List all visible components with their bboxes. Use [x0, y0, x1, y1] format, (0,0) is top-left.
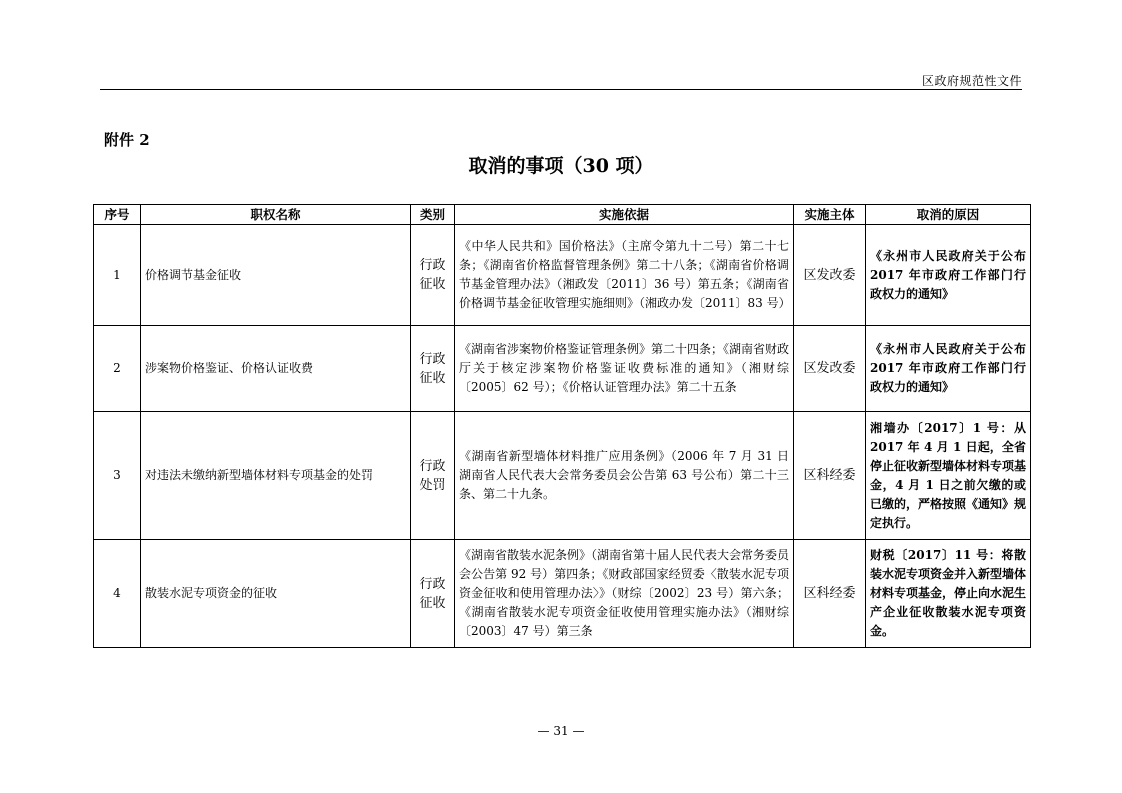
header-rule — [100, 89, 1022, 90]
table-row — [94, 540, 1031, 648]
col-header-name: 职权名称 — [141, 205, 411, 225]
page-number: — 31 — — [537, 724, 585, 738]
table-row — [94, 412, 1031, 540]
row-basis: 《湖南省新型墙体材料推广应用条例》（2006 年 7 月 31 日湖南省人民代表大会常务委员会公告第 63 号公布）第二十三条、第二十九条。 — [455, 412, 794, 540]
row-subject: 区科经委 — [794, 540, 866, 648]
row-no: 3 — [94, 412, 141, 540]
row-reason: 《永州市人民政府关于公布 2017 年市政府工作部门行政权力的通知》 — [866, 326, 1031, 412]
attachment-label: 附件 2 — [104, 131, 150, 149]
row-no: 4 — [94, 540, 141, 648]
row-reason: 财税〔2017〕11 号：将散装水泥专项资金并入新型墙体材料专项基金，停止向水泥生产企业征收散装水泥专项资金。 — [866, 540, 1031, 648]
header-doc-type: 区政府规范性文件 — [921, 74, 1022, 88]
row-name: 散装水泥专项资金的征收 — [141, 540, 411, 648]
col-header-type: 类别 — [411, 205, 455, 225]
table-header-row — [94, 205, 1031, 225]
row-type: 行政处罚 — [411, 412, 455, 540]
row-basis: 《中华人民共和》国价格法》（主席令第九十二号）第二十七条；《湖南省价格监督管理条例》第二十八条；《湖南省价格调节基金管理办法》（湘政发〔2011〕36 号）第五条；《湖南省价格调节基金征收管理实施细则》（湘政办发〔2011〕83 号） — [455, 225, 794, 326]
row-type: 行政征收 — [411, 225, 455, 326]
col-header-no: 序号 — [94, 205, 141, 225]
row-reason: 湘墙办〔2017〕1 号：从 2017 年 4 月 1 日起，全省停止征收新型墙体材料专项基金，4 月 1 日之前欠缴的或已缴的，严格按照《通知》规定执行。 — [866, 412, 1031, 540]
row-subject: 区发改委 — [794, 225, 866, 326]
table-row — [94, 326, 1031, 412]
row-name: 涉案物价格鉴证、价格认证收费 — [141, 326, 411, 412]
row-subject: 区科经委 — [794, 412, 866, 540]
row-subject: 区发改委 — [794, 326, 866, 412]
row-basis: 《湖南省涉案物价格鉴证管理条例》第二十四条；《湖南省财政厅关于核定涉案物价格鉴证收费标准的通知》（湘财综〔2005〕62 号）；《价格认证管理办法》第二十五条 — [455, 326, 794, 412]
row-type: 行政征收 — [411, 326, 455, 412]
row-reason: 《永州市人民政府关于公布 2017 年市政府工作部门行政权力的通知》 — [866, 225, 1031, 326]
table-row — [94, 225, 1031, 326]
cancelled-items-table — [93, 204, 1031, 648]
row-no: 1 — [94, 225, 141, 326]
row-name: 对违法未缴纳新型墙体材料专项基金的处罚 — [141, 412, 411, 540]
row-basis: 《湖南省散装水泥条例》（湖南省第十届人民代表大会常务委员会公告第 92 号）第四条；《财政部国家经贸委〈散装水泥专项资金征收和使用管理办法〉》（财综〔2002〕23 号）第六条；《湖南省散装水泥专项资金征收使用管理实施办法》（湘财综〔2003〕47 号）第三条 — [455, 540, 794, 648]
col-header-basis: 实施依据 — [455, 205, 794, 225]
row-name: 价格调节基金征收 — [141, 225, 411, 326]
col-header-subject: 实施主体 — [794, 205, 866, 225]
row-no: 2 — [94, 326, 141, 412]
col-header-reason: 取消的原因 — [866, 205, 1031, 225]
page-title: 取消的事项（30 项） — [468, 155, 654, 177]
row-type: 行政征收 — [411, 540, 455, 648]
